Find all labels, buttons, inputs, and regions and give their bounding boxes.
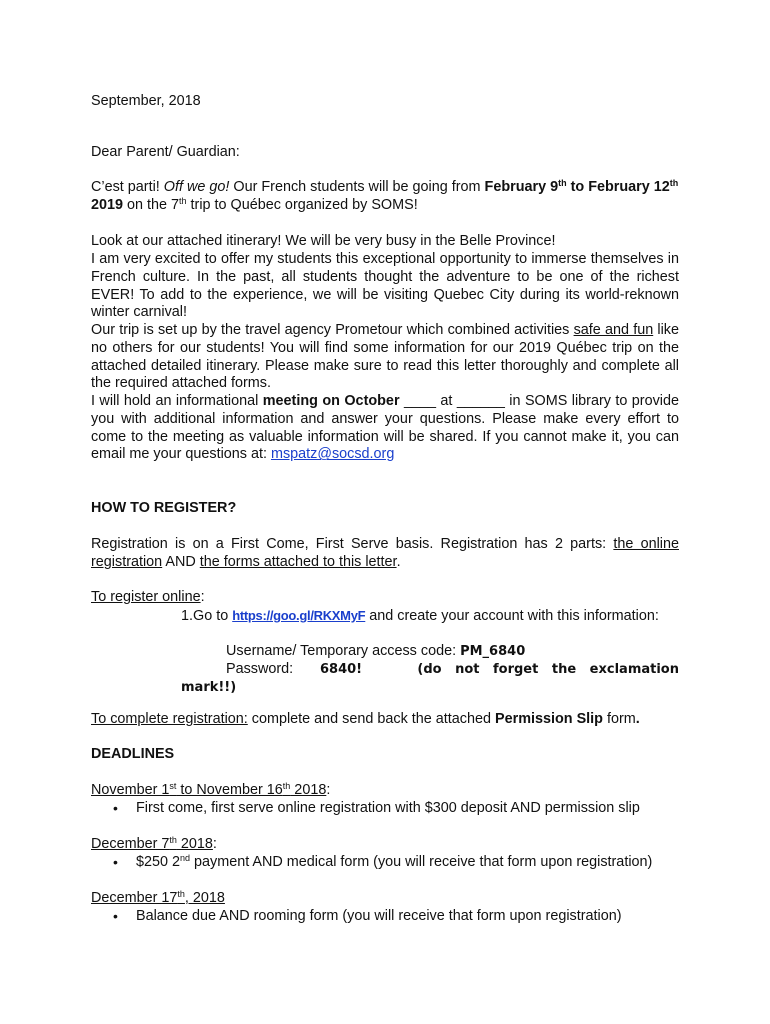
date-part: December 7 (91, 836, 170, 852)
register-paragraph (91, 536, 679, 572)
deadline-bullets (91, 854, 679, 872)
register-step (181, 607, 679, 626)
colon: : (326, 782, 331, 798)
deadline-bullets (91, 908, 679, 926)
agency-paragraph (91, 322, 679, 393)
complete-text: complete and send back the attached (247, 711, 495, 727)
sup: st (169, 781, 177, 791)
deadline-date (91, 782, 679, 800)
intro-paragraph (91, 179, 679, 215)
intro-text: C’est parti! (91, 179, 164, 195)
date-part: November 1 (91, 782, 170, 798)
meeting-text: I will hold an informational (91, 393, 263, 409)
password-line (226, 661, 679, 679)
bullet-text: payment AND medical form (you will receive that form upon registration) (190, 854, 653, 870)
intro-text: trip to Québec organized by SOMS! (186, 196, 418, 213)
colon: : (200, 589, 205, 605)
colon: : (212, 836, 217, 852)
excited-paragraph: I am very excited to offer my students this exceptional opportunity to immerse themselves in French culture. In the past, all students thought the adventure to be one of the richest EVER! To add to the experience, we will be visiting Quebec City during its world-reknown winter carnival! (91, 251, 679, 321)
username-value: PM_6840 (460, 644, 526, 659)
date-part: 2018 (290, 782, 327, 798)
username-label: Username/ Temporary access code: (226, 643, 461, 659)
date-part: , 2018 (184, 890, 225, 906)
bullet-text: $250 2 (136, 854, 181, 870)
register-text: AND (162, 553, 200, 570)
sup: th (169, 835, 177, 845)
itinerary-line: Look at our attached itinerary! We will be very busy in the Belle Province! (91, 233, 556, 249)
list-item: • First come, first serve online registration with $300 deposit AND permission slip (91, 800, 679, 818)
sup: th (669, 178, 679, 188)
online-registration-underlined: the online registration (91, 536, 679, 570)
intro-text: Our French students will be going from (229, 179, 485, 195)
username-line (226, 643, 679, 661)
password-label: Password: (226, 661, 294, 677)
complete-period: . (635, 711, 640, 727)
sup: th (282, 781, 291, 791)
agency-text: like no others for our students! You will find some information for our 2019 Québec trip on the attached detailed itinerary. Please make sure to read this letter thoroughly and complete all the required attached forms. (91, 322, 679, 392)
sup: th (179, 195, 187, 206)
email-link[interactable]: mspatz@socsd.org (270, 446, 395, 463)
online-label: To register online (91, 589, 201, 605)
list-item (91, 854, 679, 872)
complete-registration-line (91, 711, 679, 729)
deadline-date (91, 890, 679, 908)
date-end: to February 12 (566, 179, 670, 195)
deadline-date-underlined (91, 890, 225, 906)
salutation: Dear Parent/ Guardian: (91, 144, 240, 160)
step-text: 1.Go to (181, 608, 233, 624)
date-year: 2019 (91, 196, 124, 213)
registration-link[interactable]: https://goo.gl/RKXMyF (232, 608, 366, 623)
step-text: and create your account with this information: (365, 608, 659, 624)
list-item: • Balance due AND rooming form (you will receive that form upon registration) (91, 908, 679, 926)
password-note: (do not forget the exclamation (417, 662, 679, 677)
date-start: February 9 (484, 179, 559, 195)
register-text: . (396, 553, 401, 570)
deadline-date-underlined (91, 782, 326, 798)
agency-text: Our trip is set up by the travel agency Prometour which combined activities (91, 322, 574, 338)
meeting-text: ____ at ______ in SOMS library to provide you with additional information and answer your questions. Please make every effort to come to the meeting as valuable information will be shared. If you cannot make it, you can email me your questions at: (91, 393, 679, 463)
register-heading: HOW TO REGISTER? (91, 500, 237, 516)
password-note-continued: mark!!) (181, 680, 237, 695)
meeting-paragraph (91, 393, 679, 464)
password-value: 6840! (320, 662, 363, 677)
complete-label: To complete registration: (91, 711, 248, 727)
register-online-label (91, 589, 679, 607)
forms-attached-underlined: the forms attached to this letter (199, 553, 397, 570)
permission-slip-bold: Permission Slip (495, 711, 603, 727)
meeting-bold: meeting on October (262, 393, 400, 409)
sup: th (558, 178, 567, 188)
deadline-date (91, 836, 679, 854)
date-part: 2018 (176, 836, 213, 852)
complete-text: form (602, 711, 636, 727)
sup: th (177, 889, 185, 899)
date-part: December 17 (91, 890, 178, 906)
safe-fun-underlined: safe and fun (573, 322, 654, 338)
register-text: Registration is on a First Come, First Serve basis. Registration has 2 parts: (91, 536, 614, 552)
deadline-date-underlined (91, 836, 213, 852)
date-part: to November 16 (176, 782, 283, 798)
intro-text: on the 7 (123, 196, 180, 213)
intro-italic: Off we go! (163, 179, 230, 195)
deadline-bullets (91, 800, 679, 818)
sup: nd (180, 853, 191, 863)
letter-date: September, 2018 (91, 93, 201, 109)
deadlines-heading: DEADLINES (91, 746, 175, 762)
